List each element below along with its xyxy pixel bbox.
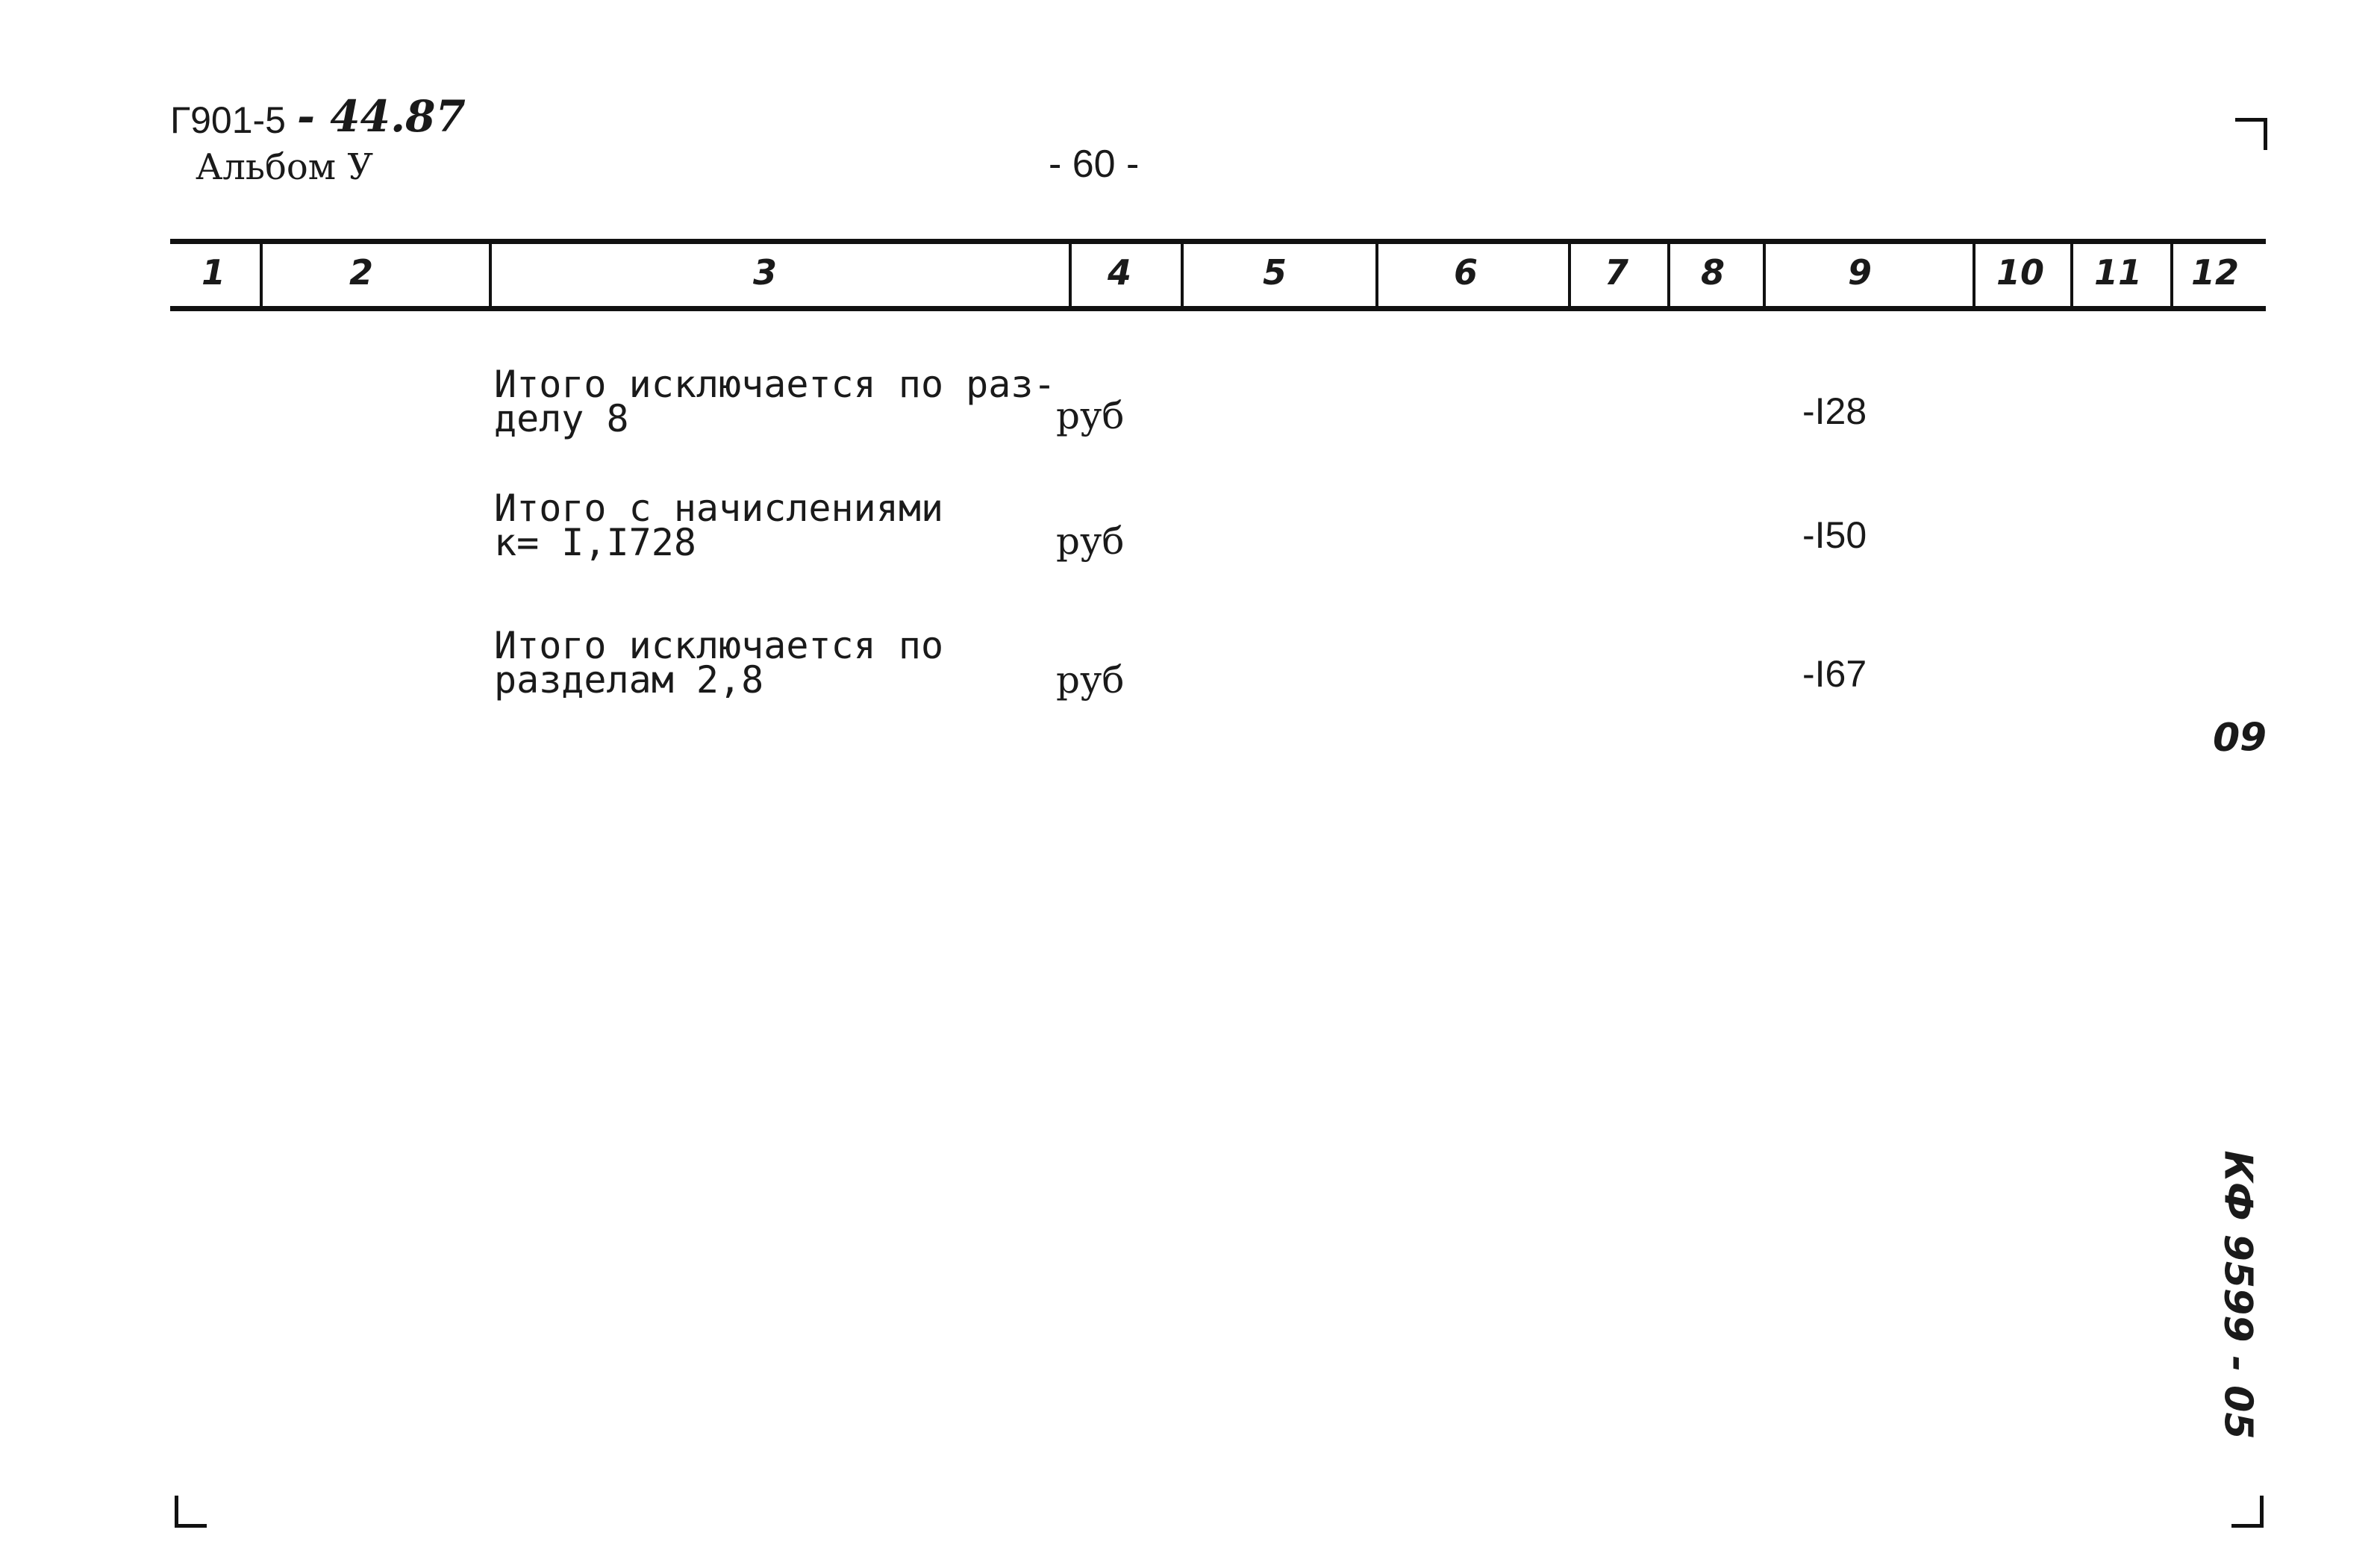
corner-mark-bottom-left [175, 1496, 207, 1528]
row-3-description: Итого исключается по разделам 2,8 [494, 624, 944, 702]
column-number-8: 8 [1700, 252, 1725, 293]
row-2-value: -I50 [1802, 514, 1867, 556]
column-number-1: 1 [201, 252, 226, 293]
column-divider [2070, 243, 2073, 307]
table-header-top-rule [170, 239, 2266, 244]
column-divider [1069, 243, 1072, 307]
row-3-value: -I67 [1802, 653, 1867, 695]
column-number-4: 4 [1107, 252, 1132, 293]
column-divider [1375, 243, 1378, 307]
column-number-6: 6 [1453, 252, 1478, 293]
table-header-bottom-rule [170, 306, 2266, 311]
column-number-9: 9 [1847, 252, 1873, 293]
document-code: Г901-5 [170, 99, 286, 141]
page-number: - 60 - [1049, 143, 1140, 186]
row-1-unit: руб [1056, 394, 1125, 437]
column-divider [1667, 243, 1670, 307]
column-divider [1763, 243, 1766, 307]
archive-code-handwritten: КФ 9599 - 05 [2215, 1150, 2261, 1440]
corner-mark-top-right [2235, 118, 2267, 150]
column-divider [2170, 243, 2173, 307]
column-divider [260, 243, 263, 307]
column-number-2: 2 [349, 252, 374, 293]
column-divider [1973, 243, 1975, 307]
column-divider [1181, 243, 1184, 307]
row-2-description: Итого с начислениями к= I,I728 [494, 487, 944, 564]
column-divider [489, 243, 492, 307]
column-number-7: 7 [1604, 252, 1629, 293]
column-number-10: 10 [1996, 252, 2045, 293]
corner-mark-bottom-right [2231, 1496, 2264, 1528]
column-number-12: 12 [2190, 252, 2240, 293]
row-3-unit: руб [1056, 658, 1125, 702]
album-label: Альбом У [196, 146, 374, 188]
column-divider [1568, 243, 1571, 307]
column-number-11: 11 [2093, 252, 2143, 293]
column-number-3: 3 [752, 252, 778, 293]
column-number-5: 5 [1262, 252, 1287, 293]
row-2-unit: руб [1056, 519, 1125, 563]
row-1-value: -I28 [1802, 390, 1867, 432]
sheet-number-handwritten: 60 [2213, 713, 2267, 758]
document-code-handwritten: - 44.87 [297, 91, 466, 142]
row-1-description: Итого исключается по раз- делу 8 [494, 363, 1056, 440]
